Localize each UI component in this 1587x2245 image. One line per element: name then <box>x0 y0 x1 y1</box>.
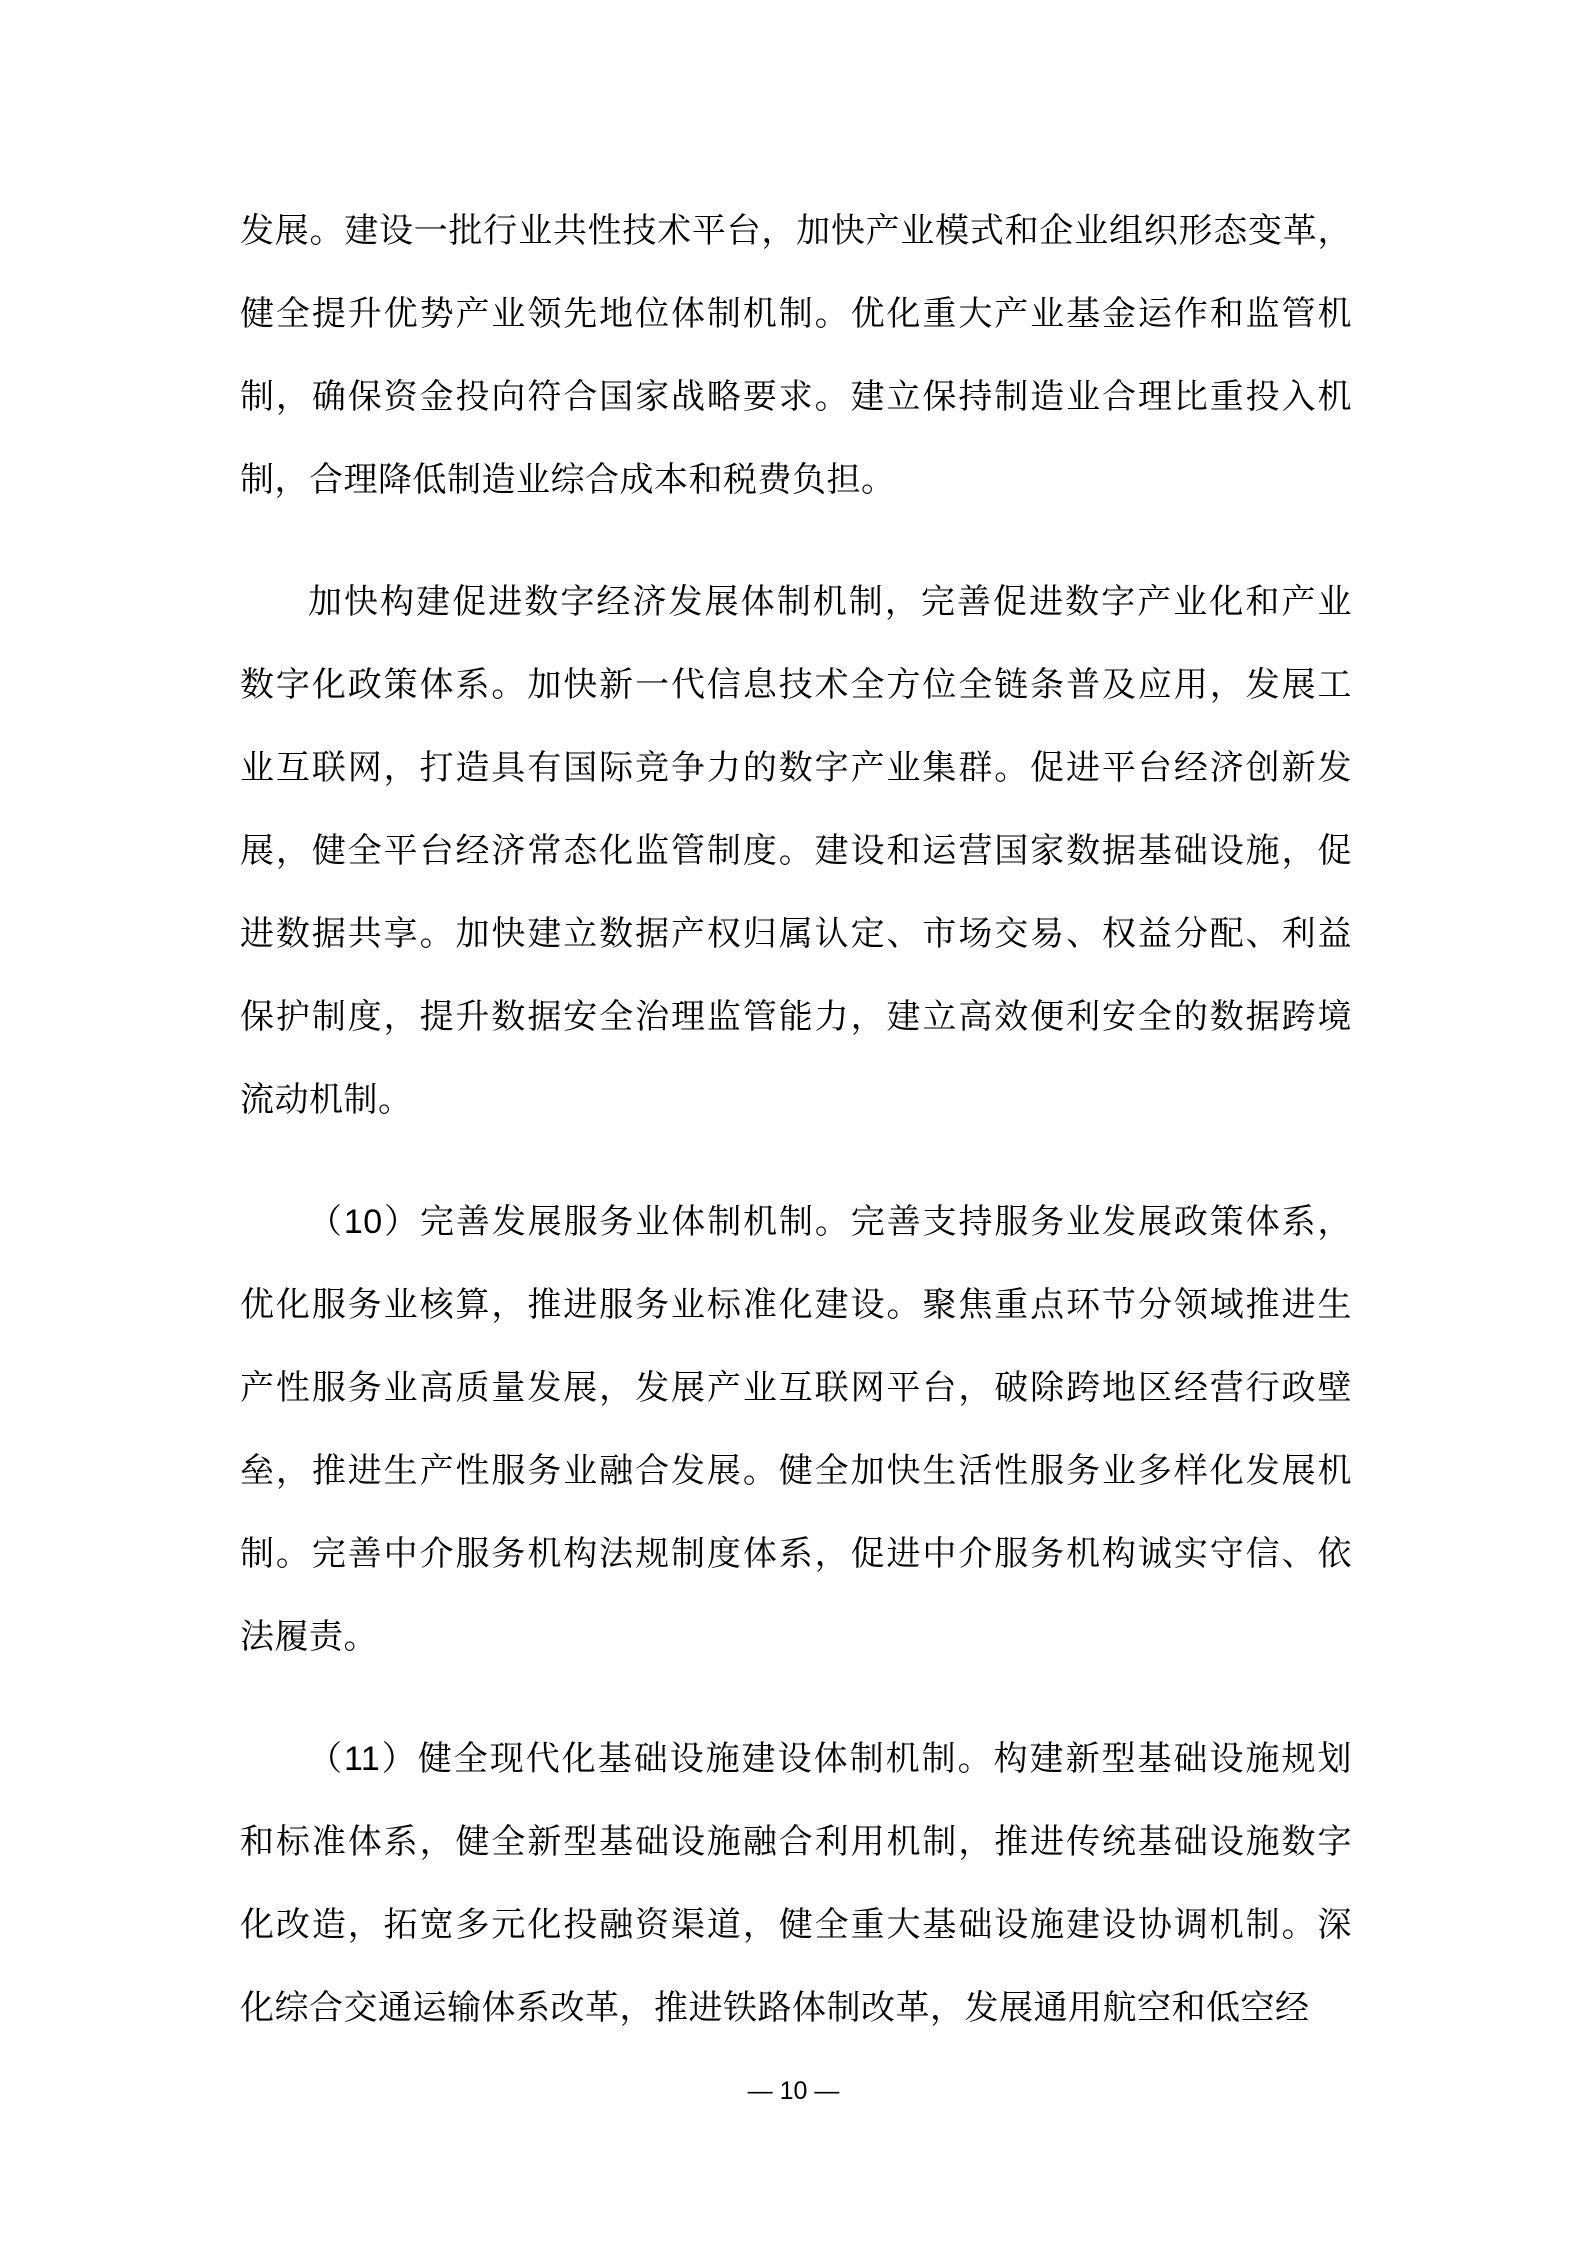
text-line: 化综合交通运输体系改革，推进铁路体制改革，发展通用航空和低空经 <box>240 1989 1310 2027</box>
document-body <box>240 190 1352 2089</box>
text-line: 加快构建促进数字经济发展体制机制，完善促进数字产业化和产业 <box>308 583 1352 621</box>
text-line: 展，健全平台经济常态化监管制度。建设和运营国家数据基础设施，促 <box>240 832 1352 870</box>
text-line: 和标准体系，健全新型基础设施融合利用机制，推进传统基础设施数字 <box>240 1823 1352 1861</box>
text-line: 制，确保资金投向符合国家战略要求。建立保持制造业合理比重投入机 <box>240 378 1352 416</box>
text-line: 制，合理降低制造业综合成本和税费负担。 <box>240 461 896 499</box>
text-line: 保护制度，提升数据安全治理监管能力，建立高效便利安全的数据跨境 <box>240 998 1352 1036</box>
text-line: 流动机制。 <box>240 1081 413 1119</box>
text-line: 垒，推进生产性服务业融合发展。健全加快生活性服务业多样化发展机 <box>240 1452 1352 1490</box>
paragraph <box>240 1181 1352 1679</box>
paragraph <box>240 561 1352 1142</box>
text-line: （10）完善发展服务业体制机制。完善支持服务业发展政策体系， <box>308 1203 1352 1241</box>
text-line: （11）健全现代化基础设施建设体制机制。构建新型基础设施规划 <box>308 1740 1352 1778</box>
paragraph <box>240 1718 1352 2050</box>
text-line: 法履责。 <box>240 1618 378 1656</box>
text-line: 优化服务业核算，推进服务业标准化建设。聚焦重点环节分领域推进生 <box>240 1286 1352 1324</box>
text-line: 健全提升优势产业领先地位体制机制。优化重大产业基金运作和监管机 <box>240 295 1352 333</box>
text-line: 制。完善中介服务机构法规制度体系，促进中介服务机构诚实守信、依 <box>240 1535 1352 1573</box>
text-line: 业互联网，打造具有国际竞争力的数字产业集群。促进平台经济创新发 <box>240 749 1352 787</box>
paragraph <box>240 190 1352 522</box>
text-line: 产性服务业高质量发展，发展产业互联网平台，破除跨地区经营行政壁 <box>240 1369 1352 1407</box>
page-footer <box>0 2076 1587 2106</box>
text-line: 数字化政策体系。加快新一代信息技术全方位全链条普及应用，发展工 <box>240 666 1352 704</box>
page-number: — 10 — <box>747 2077 840 2105</box>
text-line: 化改造，拓宽多元化投融资渠道，健全重大基础设施建设协调机制。深 <box>240 1906 1352 1944</box>
text-line: 进数据共享。加快建立数据产权归属认定、市场交易、权益分配、利益 <box>240 915 1352 953</box>
text-line: 发展。建设一批行业共性技术平台，加快产业模式和企业组织形态变革， <box>240 212 1352 250</box>
